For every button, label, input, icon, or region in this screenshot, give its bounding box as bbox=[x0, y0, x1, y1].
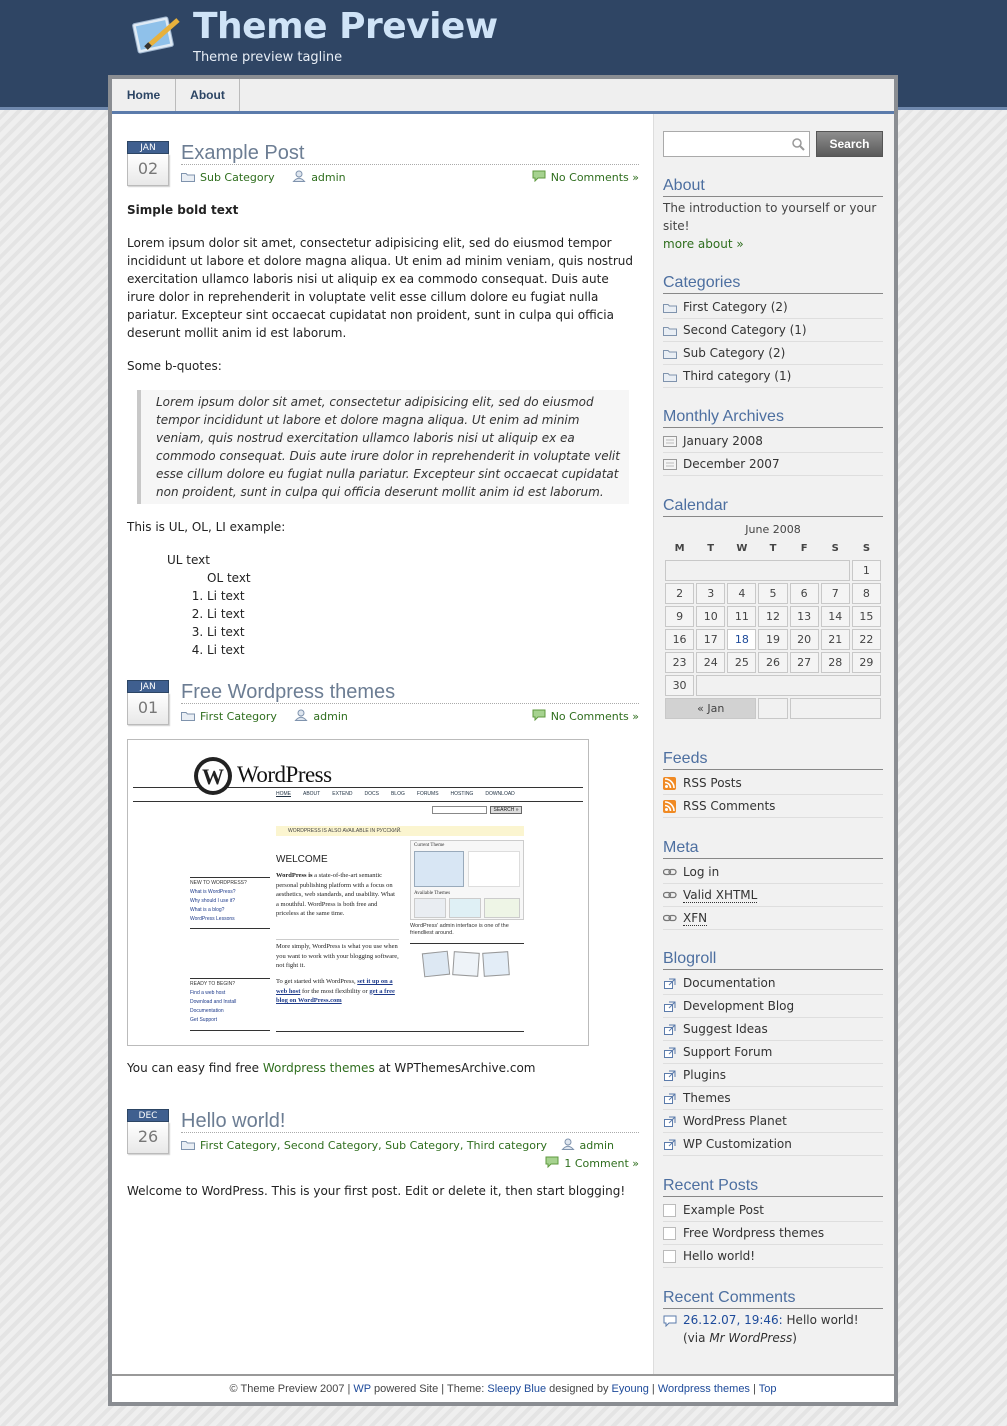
widget-title: Feeds bbox=[663, 750, 883, 770]
post-meta: First Category, Second Category, Sub Category, Third category admin bbox=[181, 1138, 639, 1154]
magnifier-icon bbox=[792, 138, 805, 151]
chain-link-icon bbox=[663, 867, 677, 878]
bold-text: Simple bold text bbox=[127, 203, 239, 217]
comment-icon bbox=[532, 170, 546, 181]
post-meta bbox=[181, 709, 639, 725]
rss-icon bbox=[663, 800, 677, 813]
wordpress-themes-link[interactable]: Wordpress themes bbox=[262, 1061, 375, 1075]
calendar-pad bbox=[665, 560, 850, 581]
category-item[interactable]: Sub Category (2) bbox=[663, 342, 883, 365]
bquote-intro: Some b-quotes: bbox=[127, 359, 222, 373]
external-link-icon bbox=[663, 1024, 677, 1035]
blogroll-item[interactable]: Development Blog bbox=[663, 995, 883, 1018]
blogroll-item[interactable]: Support Forum bbox=[663, 1041, 883, 1064]
widget-title: Blogroll bbox=[663, 950, 883, 970]
external-link-icon bbox=[663, 1093, 677, 1104]
widget-recent-posts bbox=[663, 1177, 883, 1268]
external-link-icon bbox=[663, 1116, 677, 1127]
calendar-day: 19 bbox=[758, 629, 787, 650]
ol-text: OL text bbox=[207, 571, 251, 585]
user-icon bbox=[294, 709, 308, 720]
chain-link-icon bbox=[663, 913, 677, 924]
calendar-day: 2 bbox=[665, 583, 694, 604]
calendar-day: 8 bbox=[852, 583, 881, 604]
widget-categories bbox=[663, 274, 883, 388]
calendar-day: 4 bbox=[727, 583, 756, 604]
external-link-icon bbox=[663, 978, 677, 989]
category-item[interactable]: Second Category (1) bbox=[663, 319, 883, 342]
footer-wp-link[interactable]: WP bbox=[353, 1383, 371, 1395]
calendar-weekday: W bbox=[736, 542, 748, 554]
calendar-day: 9 bbox=[665, 606, 694, 627]
nav-item-about[interactable]: About bbox=[176, 79, 240, 111]
site-footer: © Theme Preview 2007 | WP powered Site | Theme: Sleepy Blue designed by Eyoung | Wordpress themes | Top bbox=[112, 1374, 894, 1402]
list-item: 1. Li text bbox=[207, 587, 639, 605]
archive-item[interactable]: January 2008 bbox=[663, 430, 883, 453]
comments-link[interactable]: No Comments » bbox=[550, 171, 639, 184]
folder-icon bbox=[663, 302, 677, 313]
blogroll-item[interactable]: WordPress Planet bbox=[663, 1110, 883, 1133]
external-link-icon bbox=[663, 1139, 677, 1150]
search-form bbox=[663, 131, 883, 157]
footer-theme-link[interactable]: Sleepy Blue bbox=[487, 1383, 547, 1395]
ul-text: UL text bbox=[167, 553, 210, 567]
blogroll-item[interactable]: Plugins bbox=[663, 1064, 883, 1087]
folder-icon bbox=[663, 348, 677, 359]
category-link[interactable]: First Category bbox=[200, 710, 277, 723]
calendar-day: 3 bbox=[696, 583, 725, 604]
page-icon bbox=[663, 1204, 677, 1217]
list-item: 4. Li text bbox=[207, 641, 639, 659]
feed-item[interactable]: RSS Comments bbox=[663, 795, 883, 818]
comment-post-link[interactable]: Hello world! bbox=[786, 1313, 859, 1327]
calendar-day: 15 bbox=[852, 606, 881, 627]
widget-title: Calendar bbox=[663, 497, 883, 517]
search-input[interactable] bbox=[663, 131, 810, 157]
widget-feeds bbox=[663, 750, 883, 818]
calendar-day: 23 bbox=[665, 652, 694, 673]
calendar-caption: June 2008 bbox=[745, 523, 801, 536]
post-date bbox=[127, 141, 169, 187]
list-item: 2. Li text bbox=[207, 605, 639, 623]
folder-icon bbox=[663, 371, 677, 382]
ul-list bbox=[127, 551, 639, 659]
site-tagline: Theme preview tagline bbox=[193, 50, 343, 65]
widget-calendar bbox=[663, 497, 883, 721]
external-link-icon bbox=[663, 1047, 677, 1058]
post-date bbox=[127, 1109, 169, 1155]
calendar-table bbox=[663, 536, 883, 721]
calendar-day: 22 bbox=[852, 629, 881, 650]
widget-meta bbox=[663, 839, 883, 930]
comment-icon bbox=[545, 1156, 559, 1167]
page-wrapper bbox=[108, 75, 898, 1406]
wordpress-brand: WordPress bbox=[237, 762, 332, 787]
user-icon bbox=[292, 170, 306, 181]
folder-icon bbox=[181, 171, 195, 182]
search-button[interactable]: Search bbox=[816, 131, 883, 157]
comments-link[interactable]: 1 Comment » bbox=[564, 1157, 639, 1170]
widget-title: About bbox=[663, 177, 883, 197]
calendar-day: 24 bbox=[696, 652, 725, 673]
comment-date-link[interactable]: 26.12.07, 19:46: bbox=[683, 1313, 783, 1327]
screenshot-notice: WORDPRESS IS ALSO AVAILABLE IN РУССКИЙ. bbox=[276, 826, 524, 836]
calendar-day: 14 bbox=[821, 606, 850, 627]
rss-icon bbox=[663, 777, 677, 790]
calendar-day: 26 bbox=[758, 652, 787, 673]
recent-comment-item: 26.12.07, 19:46: Hello world! (via Mr WordPress) bbox=[663, 1311, 883, 1347]
recent-post-item[interactable]: Example Post bbox=[663, 1199, 883, 1222]
post-date bbox=[127, 680, 169, 726]
calendar-day: 25 bbox=[727, 652, 756, 673]
post-title[interactable]: Free Wordpress themes bbox=[181, 680, 639, 704]
wordpress-logo-icon bbox=[193, 756, 233, 796]
notepad-pencil-logo-icon bbox=[132, 14, 182, 56]
blogroll-item[interactable]: WP Customization bbox=[663, 1133, 883, 1156]
calendar-day: 10 bbox=[696, 606, 725, 627]
post-title[interactable]: Example Post bbox=[181, 141, 639, 165]
category-link[interactable]: Sub Category bbox=[200, 171, 275, 184]
calendar-day: 1 bbox=[852, 560, 881, 581]
widget-title: Meta bbox=[663, 839, 883, 859]
widget-title: Monthly Archives bbox=[663, 408, 883, 428]
site-title[interactable]: Theme Preview bbox=[193, 6, 498, 47]
post-title[interactable]: Hello world! bbox=[181, 1109, 639, 1133]
calendar-weekday: F bbox=[800, 542, 808, 554]
calendar-day: 18 bbox=[727, 629, 756, 650]
speech-bubble-icon bbox=[663, 1315, 677, 1327]
meta-item[interactable]: Valid XHTML bbox=[663, 884, 883, 907]
calendar-day: 28 bbox=[821, 652, 850, 673]
meta-item[interactable]: Log in bbox=[663, 861, 883, 884]
comment-icon bbox=[532, 709, 546, 720]
author-link[interactable]: admin bbox=[579, 1139, 614, 1152]
widget-about: About The introduction to yourself or your site! more about » bbox=[663, 177, 883, 253]
calendar-day: 20 bbox=[790, 629, 819, 650]
calendar-day: 21 bbox=[821, 629, 850, 650]
category-link[interactable]: First Category bbox=[200, 1139, 277, 1152]
calendar-day: 12 bbox=[758, 606, 787, 627]
category-item[interactable]: Third category (1) bbox=[663, 365, 883, 388]
calendar-day: 30 bbox=[665, 675, 694, 696]
screenshot-admin-thumbnail: Current Theme Available Themes bbox=[410, 840, 524, 920]
date-day: 26 bbox=[127, 1122, 169, 1154]
calendar-weekday: S bbox=[831, 542, 839, 554]
recent-post-item[interactable]: Free Wordpress themes bbox=[663, 1222, 883, 1245]
footer-top-link[interactable]: Top bbox=[758, 1383, 777, 1395]
nav-item-home[interactable]: Home bbox=[112, 79, 176, 111]
widget-title: Recent Comments bbox=[663, 1289, 883, 1309]
date-month: JAN bbox=[127, 141, 169, 154]
list-item: 3. Li text bbox=[207, 623, 639, 641]
main-nav bbox=[112, 79, 894, 114]
meta-item[interactable]: XFN bbox=[663, 907, 883, 930]
date-month: JAN bbox=[127, 680, 169, 693]
date-day: 02 bbox=[127, 154, 169, 186]
calendar-day: 5 bbox=[758, 583, 787, 604]
blogroll-item[interactable]: Documentation bbox=[663, 972, 883, 995]
widget-blogroll bbox=[663, 950, 883, 1156]
calendar-day: 29 bbox=[852, 652, 881, 673]
more-about-link[interactable]: more about » bbox=[663, 237, 744, 251]
screenshot-new-box: NEW TO WORDPRESS? What is WordPress? Why should I use it? What is a blog? WordPress Lessons bbox=[190, 877, 270, 924]
post-body: Welcome to WordPress. This is your first post. Edit or delete it, then start blogging! bbox=[127, 1184, 626, 1198]
category-link[interactable]: Second Category bbox=[283, 1139, 379, 1152]
footer-themes-link[interactable]: Wordpress themes bbox=[657, 1383, 750, 1395]
calendar-day: 11 bbox=[727, 606, 756, 627]
calendar-day: 17 bbox=[696, 629, 725, 650]
comments-link[interactable]: No Comments » bbox=[550, 710, 639, 723]
page-icon bbox=[663, 1250, 677, 1263]
author-link[interactable]: admin bbox=[313, 710, 348, 723]
user-icon bbox=[561, 1138, 575, 1149]
post-paragraph: Lorem ipsum dolor sit amet, consectetur adipisicing elit, sed do eiusmod tempor incididunt ut labore et dolore magna aliqua. Ut enim ad minim veniam, quis nostrud exercitation ullamco laboris nisi ut aliquip ex ea commodo consequat. Duis aute irure dolor in reprehenderit in voluptate velit esse cillum dolore eu fugiat nulla pariatur. Excepteur sint occaecat cupidatat non proident, sunt in culpa qui officia deserunt mollit anim id est laborum. bbox=[127, 236, 634, 340]
author-link[interactable]: admin bbox=[311, 171, 346, 184]
date-month: DEC bbox=[127, 1109, 169, 1122]
screenshot-nav: HOME ABOUT EXTEND DOCS BLOG FORUMS HOSTING DOWNLOAD bbox=[276, 791, 515, 797]
list-intro: This is UL, OL, LI example: bbox=[127, 520, 286, 534]
recent-post-item[interactable]: Hello world! bbox=[663, 1245, 883, 1268]
widget-archives bbox=[663, 408, 883, 476]
external-link-icon bbox=[663, 1070, 677, 1081]
calendar-day: 16 bbox=[665, 629, 694, 650]
blogroll-item[interactable]: Suggest Ideas bbox=[663, 1018, 883, 1041]
footer-designer-link[interactable]: Eyoung bbox=[611, 1383, 649, 1395]
external-link-icon bbox=[663, 1001, 677, 1012]
archive-item[interactable]: December 2007 bbox=[663, 453, 883, 476]
page-icon bbox=[663, 1227, 677, 1240]
post-body bbox=[127, 201, 639, 659]
calendar-pad bbox=[696, 675, 881, 696]
post-meta bbox=[181, 170, 639, 186]
calendar-day: 7 bbox=[821, 583, 850, 604]
blockquote: Lorem ipsum dolor sit amet, consectetur adipisicing elit, sed do eiusmod tempor incididunt ut labore et dolore magna aliqua. Ut enim ad minim veniam, quis nostrud exercitation ullamco laboris nisi ut aliquip ex ea commodo consequat. Duis aute irure dolor in reprehenderit in voluptate velit esse cillum dolore eu fugiat nulla pariatur. Excepteur sint occaecat cupidatat non proident, sunt in culpa qui officia deserunt mollit anim id est laborum. bbox=[137, 390, 629, 504]
folder-icon bbox=[663, 325, 677, 336]
screenshot-welcome: WELCOME bbox=[276, 854, 328, 865]
folder-icon bbox=[181, 710, 195, 721]
wordpress-screenshot-image: W WordPress HOME ABOUT EXTEND DOCS BLOG FORUMS HOSTING DOWNLOAD SEARCH » WORDPRESS IS ALSO AVAILABLE IN РУССКИЙ. WELCOME WordPress is a state-of-the-art semantic personal publishing platform with a focus on aesthetics, web standards, and usability. What a mouthful. WordPress is both free and priceless at the same time. More simply, WordPress is what you use when you want to work with your blogging software, not fight it. To get started with WordPress, set it up on a web host for the most flexibility or get a free blog on WordPress.com NEW TO WORDPRESS? What is WordPress? Why should I use it? What is a blog? WordPress Lessons READY TO BEGIN? Find a web host Download and Install Documentation Get Support Current Theme Available Themes WordPress' admin interface is one of the friendliest around. bbox=[127, 739, 589, 1046]
blogroll-item[interactable]: Themes bbox=[663, 1087, 883, 1110]
feed-item[interactable]: RSS Posts bbox=[663, 772, 883, 795]
calendar-day: 13 bbox=[790, 606, 819, 627]
folder-icon bbox=[181, 1139, 195, 1150]
calendar-weekday: T bbox=[707, 542, 715, 554]
comment-author: Mr WordPress bbox=[709, 1331, 793, 1345]
svg-text:W: W bbox=[202, 764, 224, 789]
widget-recent-comments bbox=[663, 1289, 883, 1347]
calendar-prev-link[interactable]: « Jan bbox=[665, 698, 756, 719]
post-body: You can easy find free Wordpress themes at WPThemesArchive.com bbox=[127, 1061, 536, 1075]
document-icon bbox=[663, 436, 677, 447]
widget-title: Categories bbox=[663, 274, 883, 294]
document-icon bbox=[663, 459, 677, 470]
category-link[interactable]: Third category bbox=[466, 1139, 547, 1152]
calendar-day: 27 bbox=[790, 652, 819, 673]
calendar-weekday: T bbox=[769, 542, 777, 554]
calendar-day: 6 bbox=[790, 583, 819, 604]
calendar-weekday: S bbox=[862, 542, 871, 554]
screenshot-ready-box: READY TO BEGIN? Find a web host Download and Install Documentation Get Support bbox=[190, 978, 270, 1025]
widget-title: Recent Posts bbox=[663, 1177, 883, 1197]
chain-link-icon bbox=[663, 890, 677, 901]
category-item[interactable]: First Category (2) bbox=[663, 296, 883, 319]
category-link[interactable]: Sub Category bbox=[385, 1139, 460, 1152]
date-day: 01 bbox=[127, 693, 169, 725]
calendar-weekday: M bbox=[674, 542, 685, 554]
